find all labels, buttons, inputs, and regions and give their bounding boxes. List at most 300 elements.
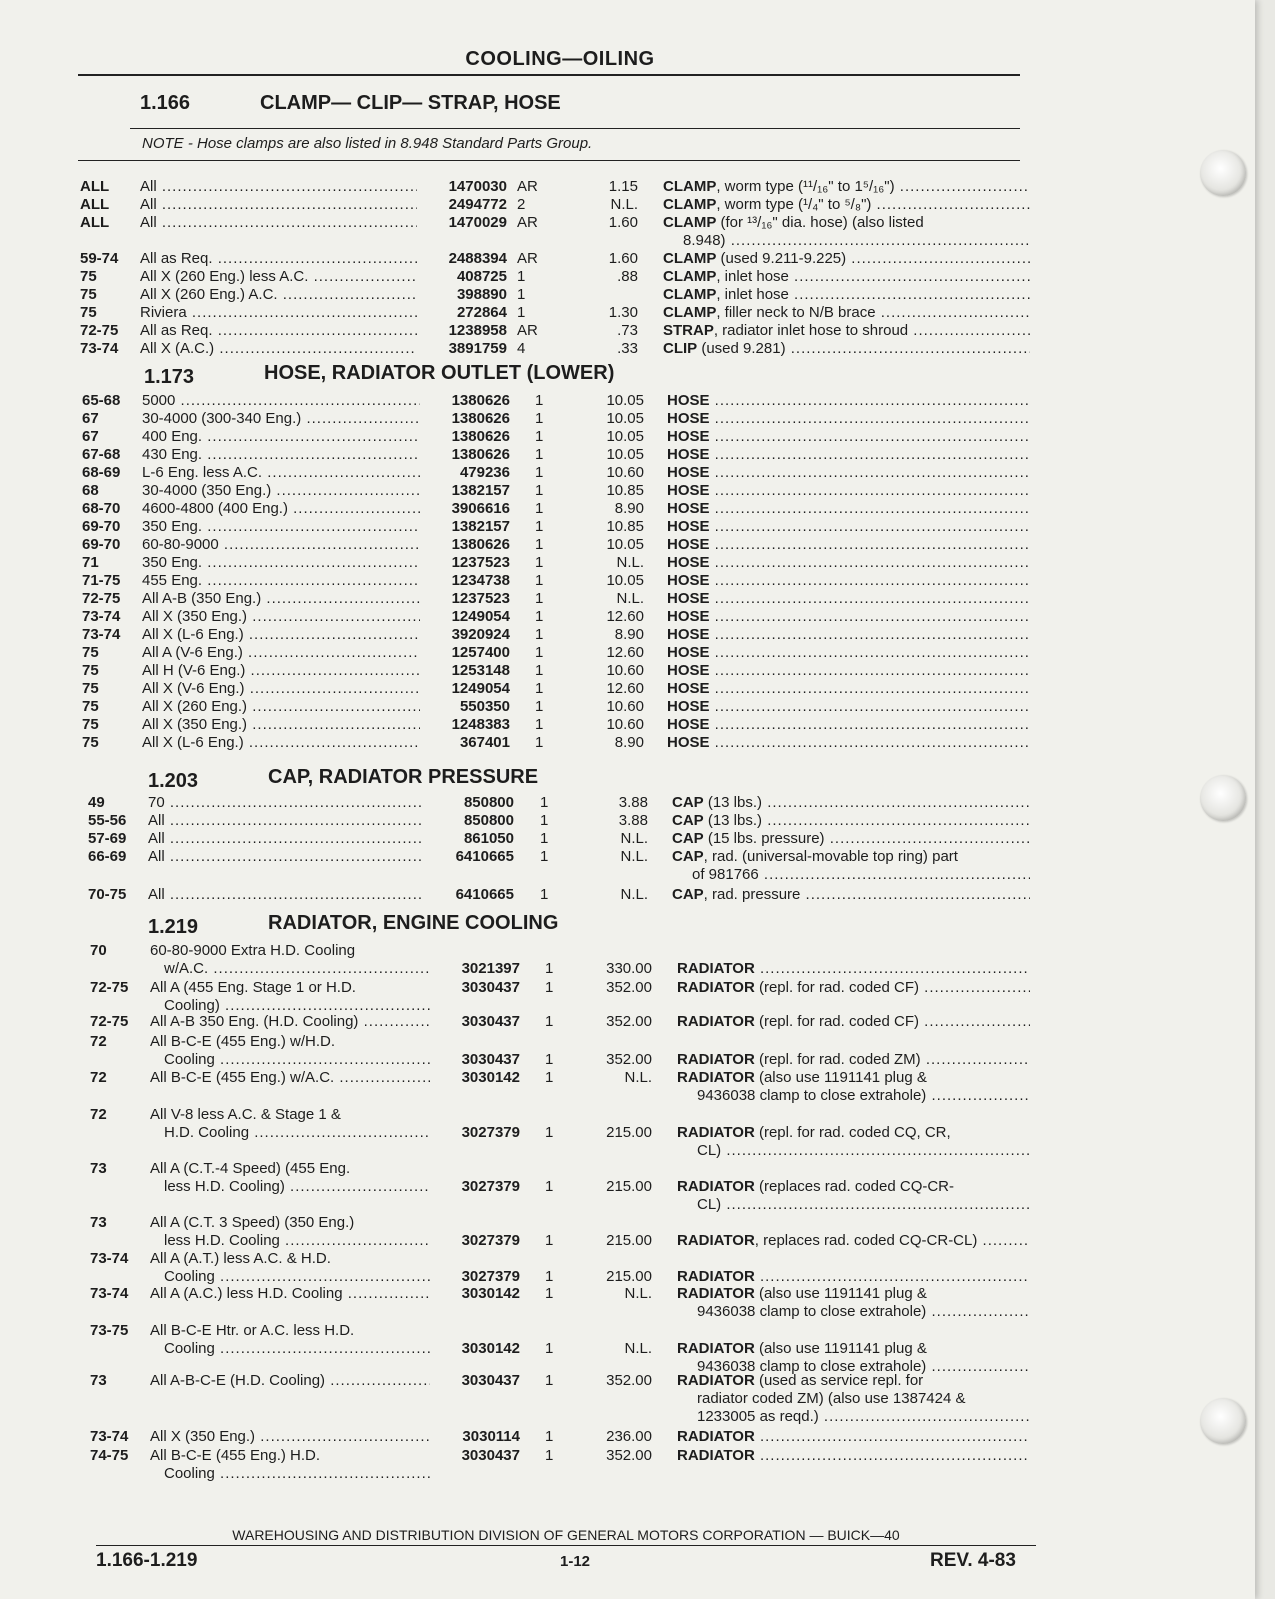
description-text: , worm type (¹¹/₁₆" to 1⁵/₁₆") [716,178,895,195]
part-number: 3030437 [461,1372,520,1389]
model-line: 350 Eng. ..... [142,554,420,572]
part-description [663,286,1030,304]
model-line: All X (350 Eng.) ..... [142,608,420,626]
model-line: All X (V-6 Eng.) ..... [142,680,420,698]
quantity: 1 [545,1428,554,1445]
part-number: 3027379 [461,1124,520,1141]
model-application [148,830,424,848]
quantity: 1 [535,698,544,715]
model-line: 4600-4800 (400 Eng.) ..... [142,500,420,518]
description-text: , filler neck to N/B brace [716,304,876,321]
description-line [672,812,1030,830]
list-price: 10.05 [606,410,644,427]
model-line: All ..... [148,848,424,866]
description-text: , inlet hose [716,286,789,303]
description-line [667,536,1030,554]
quantity: 1 [535,644,544,661]
description-text: , replaces rad. coded CQ-CR-CL) [754,1232,978,1249]
model-year: ALL [80,214,110,231]
list-price: N.L. [620,886,648,903]
description-line [663,178,1030,196]
model-year: 72 [90,1106,107,1123]
part-description [677,1285,1030,1321]
model-application [150,1372,430,1390]
list-price: N.L. [624,1285,652,1302]
model-line: All A-B-C-E (H.D. Cooling) ..... [150,1372,430,1390]
part-number: 850800 [463,794,514,811]
quantity: 1 [535,680,544,697]
description-keyword: CLAMP [663,286,717,303]
part-number: 367401 [459,734,510,751]
model-application [150,1106,430,1142]
section-number: 1.173 [144,366,195,388]
model-year: 59-74 [80,250,119,267]
model-year: 73-74 [90,1285,129,1302]
model-year: ALL [80,178,110,195]
quantity: 1 [535,500,544,517]
model-line: 5000 ..... [142,392,420,410]
model-application [142,518,420,536]
footer-page-number: 1-12 [560,1553,591,1570]
part-number: 1257400 [451,644,510,661]
model-line: All X (L-6 Eng.) ..... [142,734,420,752]
part-description [672,830,1030,848]
quantity: 1 [517,304,526,321]
quantity: 1 [535,554,544,571]
binder-hole-middle [1200,775,1246,821]
list-price: N.L. [620,830,648,847]
model-application [150,1214,430,1250]
list-price: 352.00 [606,1051,652,1068]
description-keyword: CAP [672,794,704,811]
part-number: 1248383 [451,716,510,733]
model-year: 57-69 [88,830,127,847]
quantity: 1 [517,286,526,303]
description-text: (repl. for rad. coded CF) [754,979,920,996]
part-number: 850800 [463,812,514,829]
description-line [677,960,1030,978]
part-description [663,268,1030,286]
part-number: 1380626 [451,428,510,445]
part-number: 1382157 [451,482,510,499]
list-price: 12.60 [606,644,644,661]
model-year: 55-56 [88,812,127,829]
quantity: 1 [535,662,544,679]
model-year: 73-74 [82,626,121,643]
part-description [667,500,1030,518]
model-application [150,1322,430,1358]
description-text: , worm type (¹/₄" to ⁵/₈") [716,196,872,213]
model-line: All B-C-E (455 Eng.) w/A.C. ..... [150,1069,430,1087]
model-year: 74-75 [90,1447,129,1464]
description-text: radiator coded ZM) (also use 1387424 & [697,1390,966,1407]
description-keyword: HOSE [667,482,710,499]
model-year: 68-70 [82,500,121,517]
quantity: 1 [545,1013,554,1030]
description-line [677,1408,1030,1426]
description-keyword: RADIATOR [677,1178,755,1195]
part-description [672,848,1030,884]
part-number: 2488394 [448,250,507,267]
quantity: 1 [540,886,549,903]
list-price: 10.05 [606,392,644,409]
description-line [677,1390,1030,1408]
part-description [677,1013,1030,1031]
description-line [663,268,1030,286]
part-number: 3030437 [461,1013,520,1030]
model-line: 350 Eng. ..... [142,518,420,536]
description-line [667,464,1030,482]
model-application [142,536,420,554]
part-number: 3891759 [448,340,507,357]
model-application [142,446,420,464]
page-title: COOLING—OILING [465,48,655,70]
description-line [677,1268,1030,1286]
section-number: 1.166 [140,92,191,114]
part-number: 6410665 [455,886,514,903]
quantity: 1 [535,536,544,553]
model-line: All X (350 Eng.) ..... [150,1428,430,1446]
model-year: 71 [82,554,99,571]
part-description [663,214,1030,250]
description-text: , radiator inlet hose to shroud [713,322,909,339]
part-description [667,554,1030,572]
part-number: 3030437 [461,979,520,996]
description-keyword: RADIATOR [677,1428,755,1445]
model-application [142,464,420,482]
quantity: 1 [535,428,544,445]
section-title: HOSE, RADIATOR OUTLET (LOWER) [264,362,615,384]
model-year: 65-68 [82,392,121,409]
model-year: 73-74 [82,608,121,625]
model-year: 73-74 [80,340,119,357]
description-text: (for ¹³/₁₆" dia. hose) (also listed [716,214,924,231]
model-application [150,1447,430,1483]
part-description [667,644,1030,662]
description-line [667,716,1030,734]
part-number: 3027379 [461,1178,520,1195]
description-line [663,304,1030,322]
model-line: Cooling ..... [150,1465,430,1483]
description-keyword: RADIATOR [677,1268,755,1285]
model-line: All X (A.C.) ..... [140,340,417,358]
description-line [677,1303,1030,1321]
section-heading-1219 [148,912,559,939]
model-year: 72-75 [90,979,129,996]
part-description [677,1069,1030,1105]
description-keyword: HOSE [667,500,710,517]
part-description [672,812,1030,830]
part-number: 3030142 [461,1069,520,1086]
description-line [672,794,1030,812]
list-price: 10.05 [606,428,644,445]
model-application [140,178,417,196]
part-number: 398890 [456,286,507,303]
description-line [672,830,1030,848]
description-keyword: CLAMP [663,214,717,231]
list-price: 12.60 [606,680,644,697]
part-description [667,428,1030,446]
part-description [667,680,1030,698]
model-year: 69-70 [82,518,121,535]
description-keyword: HOSE [667,536,710,553]
part-description [667,608,1030,626]
part-description [677,1340,1030,1376]
quantity: 1 [535,518,544,535]
binder-hole-bottom [1200,1398,1246,1444]
description-line [667,572,1030,590]
part-number: 1238958 [448,322,507,339]
part-description [667,446,1030,464]
description-text: 1233005 as reqd.) [697,1408,819,1425]
part-number: 3906616 [451,500,510,517]
model-year: 72-75 [80,322,119,339]
model-line: H.D. Cooling ..... [150,1124,430,1142]
model-application [142,500,420,518]
list-price: 3.88 [618,812,648,829]
footer-revision: REV. 4-83 [930,1550,1016,1571]
description-keyword: HOSE [667,464,710,481]
model-year: 75 [80,286,97,303]
model-line: All A (A.C.) less H.D. Cooling ..... [150,1285,430,1303]
list-price: 10.05 [606,446,644,463]
part-number: 2494772 [448,196,507,213]
description-keyword: RADIATOR [677,1069,755,1086]
section-rule [130,128,1020,129]
description-keyword: STRAP [663,322,714,339]
description-keyword: CAP [672,886,704,903]
quantity: 1 [540,794,549,811]
description-text: , inlet hose [716,268,789,285]
header-rule [78,74,1020,76]
model-line: All as Req. ..... [140,322,417,340]
description-keyword: RADIATOR [677,960,755,977]
list-price: 215.00 [606,1178,652,1195]
quantity: 1 [545,1051,554,1068]
list-price: 10.60 [606,662,644,679]
model-application [142,734,420,752]
model-year: 71-75 [82,572,121,589]
model-application [140,340,417,358]
list-price: 12.60 [606,608,644,625]
description-keyword: HOSE [667,680,710,697]
list-price: .88 [617,268,638,285]
description-line [667,608,1030,626]
description-keyword: HOSE [667,608,710,625]
model-line: All B-C-E Htr. or A.C. less H.D. [150,1322,355,1339]
model-line: All A-B 350 Eng. (H.D. Cooling) ..... [150,1013,430,1031]
description-keyword: CLAMP [663,196,717,213]
model-year: 70-75 [88,886,127,903]
description-keyword: HOSE [667,734,710,751]
model-application [150,1428,430,1446]
quantity: 1 [535,410,544,427]
list-price: 8.90 [614,734,644,751]
quantity: 1 [545,1285,554,1302]
part-description [667,734,1030,752]
description-text: , rad. pressure [703,886,801,903]
description-line [672,866,1030,884]
description-line [677,1428,1030,1446]
quantity: AR [517,214,538,231]
description-line [677,1178,1030,1196]
model-application [150,1250,430,1286]
description-keyword: RADIATOR [677,1447,755,1464]
model-line: All ..... [140,178,417,196]
part-description [677,1178,1030,1214]
model-application [142,482,420,500]
part-description [667,536,1030,554]
quantity: 1 [535,446,544,463]
quantity: 1 [545,960,554,977]
footer-range: 1.166-1.219 [96,1550,198,1571]
model-application [142,608,420,626]
model-year: ALL [80,196,110,213]
quantity: 1 [535,590,544,607]
model-line: All X (L-6 Eng.) ..... [142,626,420,644]
model-year: 75 [82,644,99,661]
description-keyword: CLAMP [663,250,717,267]
description-line [667,500,1030,518]
part-number: 1249054 [451,608,510,625]
model-application [140,268,417,286]
part-description [677,1051,1030,1069]
part-description [667,716,1030,734]
description-line [677,1087,1030,1105]
description-line [663,250,1030,268]
description-keyword: HOSE [667,716,710,733]
quantity: 1 [545,979,554,996]
part-number: 1253148 [451,662,510,679]
list-price: 236.00 [606,1428,652,1445]
description-line [677,1142,1030,1160]
model-year: 68 [82,482,99,499]
model-line: less H.D. Cooling ..... [150,1232,430,1250]
description-line [667,410,1030,428]
model-year: 70 [90,942,107,959]
description-line [667,626,1030,644]
model-application [148,812,424,830]
description-keyword: RADIATOR [677,1232,755,1249]
model-line: Cooling ..... [150,1268,430,1286]
model-line: 455 Eng. ..... [142,572,420,590]
description-text: 9436038 clamp to close extrahole) [697,1303,927,1320]
quantity: 1 [540,848,549,865]
description-text: (used as service repl. for [754,1372,924,1389]
list-price: 215.00 [606,1232,652,1249]
part-number: 6410665 [455,848,514,865]
description-line [667,392,1030,410]
description-keyword: HOSE [667,410,710,427]
model-application [140,286,417,304]
description-keyword: HOSE [667,698,710,715]
model-application [142,716,420,734]
part-number: 3030437 [461,1447,520,1464]
model-year: 73 [90,1214,107,1231]
part-description [667,518,1030,536]
part-description [667,464,1030,482]
list-price: N.L. [610,196,638,213]
description-line [667,644,1030,662]
part-description [667,392,1030,410]
list-price: 8.90 [614,626,644,643]
quantity: 1 [545,1340,554,1357]
description-keyword: HOSE [667,644,710,661]
model-line: 30-4000 (300-340 Eng.) ..... [142,410,420,428]
description-line [677,1124,1030,1142]
section-heading-1203 [148,766,539,793]
binder-hole-top [1200,150,1246,196]
part-description [677,960,1030,978]
list-price: 10.05 [606,572,644,589]
model-line: All A-B (350 Eng.) ..... [142,590,420,608]
model-year: 67-68 [82,446,121,463]
description-line [677,1013,1030,1031]
description-line [667,590,1030,608]
list-price: 10.85 [606,518,644,535]
model-year: 67 [82,428,99,445]
description-keyword: RADIATOR [677,1372,755,1389]
model-line: Cooling ..... [150,1340,430,1358]
description-line [667,518,1030,536]
part-number: 550350 [459,698,510,715]
model-year: 72 [90,1033,107,1050]
part-number: 3030437 [461,1051,520,1068]
part-number: 3920924 [451,626,510,643]
list-price: 10.60 [606,698,644,715]
model-line: 30-4000 (350 Eng.) ..... [142,482,420,500]
model-year: 75 [82,662,99,679]
model-line: Cooling) ..... [150,997,430,1015]
description-keyword: CLAMP [663,178,717,195]
model-line: All A (C.T. 3 Speed) (350 Eng.) [150,1214,355,1231]
model-year: 68-69 [82,464,121,481]
section-title: CLAMP— CLIP— STRAP, HOSE [260,92,561,114]
list-price: 1.15 [608,178,638,195]
part-number: 408725 [456,268,507,285]
model-application [150,1033,430,1069]
list-price: 10.60 [606,464,644,481]
description-line [677,1285,1030,1303]
quantity: 1 [535,734,544,751]
model-application [142,572,420,590]
part-description [667,698,1030,716]
model-year: 75 [82,698,99,715]
model-application [150,1069,430,1087]
model-application [142,644,420,662]
model-application [150,1160,430,1196]
description-keyword: RADIATOR [677,1340,755,1357]
description-keyword: HOSE [667,554,710,571]
model-application [142,626,420,644]
description-text: (repl. for rad. coded CQ, CR, [754,1124,951,1141]
description-line [677,979,1030,997]
part-description [667,410,1030,428]
model-line: All A (V-6 Eng.) ..... [142,644,420,662]
model-line: 430 Eng. ..... [142,446,420,464]
list-price: N.L. [616,590,644,607]
quantity: AR [517,250,538,267]
model-year: 75 [80,304,97,321]
model-line: All ..... [148,830,424,848]
description-line [667,662,1030,680]
model-line: Cooling ..... [150,1051,430,1069]
description-keyword: HOSE [667,662,710,679]
note-text: NOTE - Hose clamps are also listed in 8.948 Standard Parts Group. [142,135,593,152]
description-keyword: CLIP [663,340,698,357]
quantity: 4 [517,340,526,357]
quantity: 1 [535,572,544,589]
